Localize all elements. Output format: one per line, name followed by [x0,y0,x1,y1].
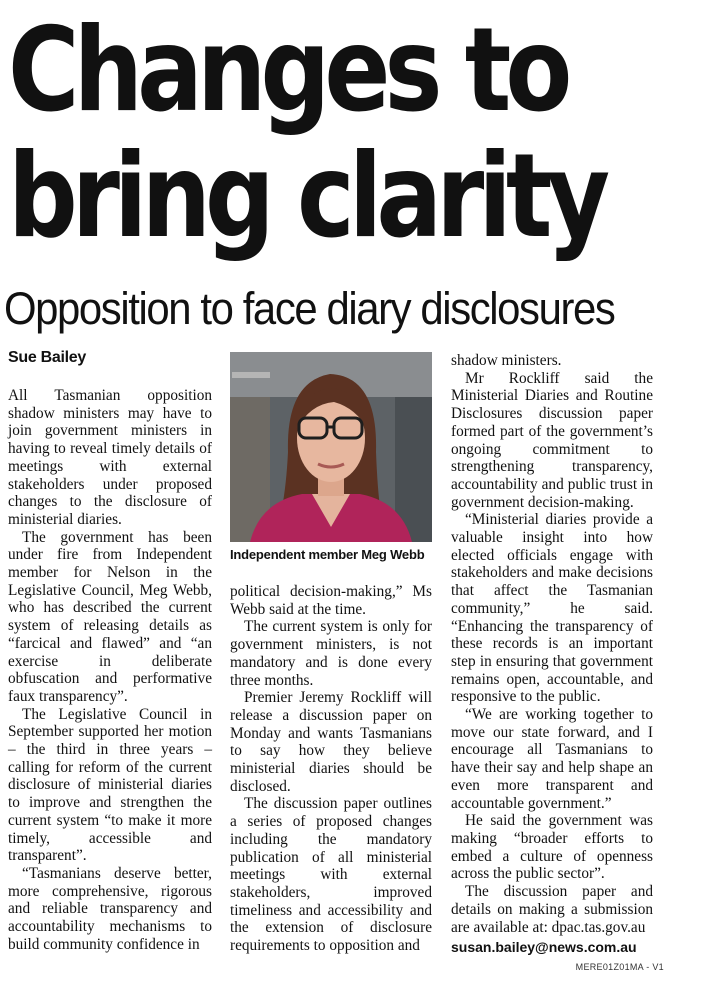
photo-meg-webb [230,352,432,542]
paragraph: “Tasmanians deserve better, more comprehensive, rigorous and reliable transparency and accountability mechanisms to build community confidence in [8,864,212,953]
paragraph: The discussion paper outlines a series of proposed changes including the mandatory publication of all ministerial meetings with external stakeholders, improved timeliness and accessibility and the extension of disclosure requirements to opposition and [230,795,432,955]
article-column-3 [451,352,653,957]
photo-caption: Independent member Meg Webb [230,547,425,562]
paragraph: political decision-making,” Ms Webb said at the time. [230,583,432,618]
byline: Sue Bailey [8,349,86,366]
subheadline: Opposition to face diary disclosures [4,283,615,334]
paragraph: The government has been under fire from Independent member for Nelson in the Legislative Council, Meg Webb, who has described the current system of releasing details as “farcical and flawed” and “an exercise in deliberate obfuscation and performative faux transparency”. [8,528,212,705]
article-column-2 [230,583,432,955]
portrait-illustration [230,352,432,542]
paragraph: “Ministerial diaries provide a valuable insight into how elected officials engage with stakeholders and make decisions that affect the Tasmanian community,” he said. “Enhancing the transparency of these records is an important step in ensuring that government remains open, accountable, and responsive to the public. [451,511,653,706]
paragraph: Mr Rockliff said the Ministerial Diaries and Routine Disclosures discussion paper formed part of the government’s ongoing commitment to strengthening transparency, accountability and public trust in government decision-making. [451,369,653,511]
paragraph: He said the government was making “broader efforts to embed a culture of openness across the public sector”. [451,812,653,883]
paragraph: The current system is only for government ministers, is not mandatory and is done every three months. [230,618,432,689]
author-email: susan.bailey@news.com.au [451,939,637,956]
article-column-1 [8,387,212,954]
paragraph: shadow ministers. [451,352,562,369]
paragraph: Premier Jeremy Rockliff will release a discussion paper on Monday and wants Tasmanians to say how they believe ministerial diaries should be disclosed. [230,689,432,795]
headline-line-2: bring clarity [8,129,605,264]
paragraph: The discussion paper and details on making a submission are available at: dpac.tas.gov.au [451,883,653,936]
paragraph: “We are working together to move our state forward, and I encourage all Tasmanians to have their say and help shape an even more transparent and accountable government.” [451,706,653,812]
headline-line-1: Changes to [8,3,567,138]
page-code: MERE01Z01MA - V1 [575,962,664,972]
paragraph: The Legislative Council in September supported her motion – the third in three years – calling for reform of the current disclosure of ministerial diaries to improve and strengthen the current system “to make it more timely, accessible and transparent”. [8,705,212,865]
headline [8,3,606,264]
paragraph: All Tasmanian opposition shadow ministers may have to join government ministers in having to reveal timely details of meetings with external stakeholders under proposed changes to the disclosure of ministerial diaries. [8,387,212,528]
